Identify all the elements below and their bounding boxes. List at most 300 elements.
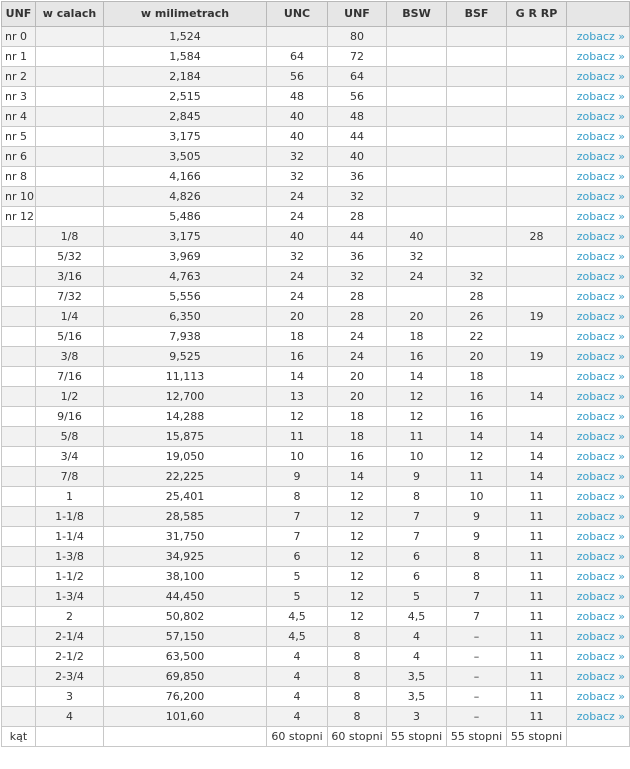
cell-unc: 64 <box>267 47 328 67</box>
view-details-link[interactable]: zobacz » <box>576 350 625 363</box>
cell-unc: 24 <box>267 287 328 307</box>
table-row <box>2 647 630 667</box>
view-details-link[interactable]: zobacz » <box>576 290 625 303</box>
cell-millimeters: 3,175 <box>104 227 267 247</box>
details-link-cell <box>567 587 630 607</box>
cell-millimeters: 1,524 <box>104 27 267 47</box>
cell-inches: 2 <box>36 607 104 627</box>
cell-unf-number <box>2 367 36 387</box>
cell-millimeters: 1,584 <box>104 47 267 67</box>
details-link-cell <box>567 147 630 167</box>
cell-bsw: 6 <box>387 567 447 587</box>
cell-unf-number <box>2 547 36 567</box>
cell-unf-number <box>2 227 36 247</box>
cell-unf-number <box>2 447 36 467</box>
cell-unf: 12 <box>328 607 387 627</box>
cell-millimeters: 63,500 <box>104 647 267 667</box>
table-row <box>2 387 630 407</box>
view-details-link[interactable]: zobacz » <box>576 530 625 543</box>
cell-unc: 5 <box>267 587 328 607</box>
cell-inches: 1-1/8 <box>36 507 104 527</box>
details-link-cell <box>567 527 630 547</box>
cell-unf: 18 <box>328 427 387 447</box>
cell-unf-number: nr 10 <box>2 187 36 207</box>
table-body <box>2 27 630 727</box>
view-details-link[interactable]: zobacz » <box>576 150 625 163</box>
cell-bsf: 7 <box>447 587 507 607</box>
cell-g-r-rp: 11 <box>507 647 567 667</box>
cell-bsf: – <box>447 627 507 647</box>
cell-g-r-rp <box>507 367 567 387</box>
cell-bsw: 18 <box>387 327 447 347</box>
cell-unf: 44 <box>328 127 387 147</box>
cell-bsf: 8 <box>447 567 507 587</box>
cell-unc: 4,5 <box>267 607 328 627</box>
cell-millimeters: 19,050 <box>104 447 267 467</box>
table-row <box>2 207 630 227</box>
cell-unf: 20 <box>328 387 387 407</box>
view-details-link[interactable]: zobacz » <box>576 50 625 63</box>
details-link-cell <box>567 307 630 327</box>
cell-unf: 28 <box>328 307 387 327</box>
cell-unf: 36 <box>328 247 387 267</box>
footer-angle-g-r-rp: 55 stopni <box>507 727 567 747</box>
cell-bsw <box>387 67 447 87</box>
cell-inches: 2-3/4 <box>36 667 104 687</box>
cell-g-r-rp <box>507 67 567 87</box>
cell-bsw <box>387 187 447 207</box>
view-details-link[interactable]: zobacz » <box>576 510 625 523</box>
cell-unf-number: nr 3 <box>2 87 36 107</box>
cell-bsw <box>387 27 447 47</box>
cell-bsf: 12 <box>447 447 507 467</box>
cell-bsw: 5 <box>387 587 447 607</box>
cell-bsf <box>447 27 507 47</box>
cell-unf: 8 <box>328 667 387 687</box>
cell-inches: 3 <box>36 687 104 707</box>
header-bsw: BSW <box>387 2 447 27</box>
cell-bsw: 20 <box>387 307 447 327</box>
cell-unf-number <box>2 647 36 667</box>
thread-size-table <box>1 1 630 747</box>
cell-g-r-rp: 11 <box>507 667 567 687</box>
view-details-link[interactable]: zobacz » <box>576 230 625 243</box>
table-row <box>2 27 630 47</box>
cell-unf-number <box>2 467 36 487</box>
cell-inches <box>36 27 104 47</box>
cell-unc: 11 <box>267 427 328 447</box>
details-link-cell <box>567 467 630 487</box>
cell-inches: 1-1/4 <box>36 527 104 547</box>
cell-bsf: 18 <box>447 367 507 387</box>
cell-millimeters: 50,802 <box>104 607 267 627</box>
cell-unf-number <box>2 567 36 587</box>
footer-angle-unf: 60 stopni <box>328 727 387 747</box>
cell-bsw <box>387 147 447 167</box>
footer-cell <box>104 727 267 747</box>
cell-unc: 24 <box>267 187 328 207</box>
cell-g-r-rp: 14 <box>507 447 567 467</box>
view-details-link[interactable]: zobacz » <box>576 370 625 383</box>
details-link-cell <box>567 27 630 47</box>
cell-g-r-rp: 11 <box>507 627 567 647</box>
cell-millimeters: 25,401 <box>104 487 267 507</box>
cell-inches <box>36 207 104 227</box>
view-details-link[interactable]: zobacz » <box>576 490 625 503</box>
cell-unf-number: nr 12 <box>2 207 36 227</box>
cell-unf-number <box>2 607 36 627</box>
cell-millimeters: 44,450 <box>104 587 267 607</box>
cell-inches: 1/4 <box>36 307 104 327</box>
cell-unc: 9 <box>267 467 328 487</box>
cell-millimeters: 4,826 <box>104 187 267 207</box>
table-row <box>2 367 630 387</box>
cell-millimeters: 69,850 <box>104 667 267 687</box>
cell-millimeters: 57,150 <box>104 627 267 647</box>
details-link-cell <box>567 367 630 387</box>
view-details-link[interactable]: zobacz » <box>576 170 625 183</box>
table-row <box>2 447 630 467</box>
cell-bsf: 8 <box>447 547 507 567</box>
details-link-cell <box>567 87 630 107</box>
cell-unf: 12 <box>328 487 387 507</box>
footer-angle-bsw: 55 stopni <box>387 727 447 747</box>
cell-millimeters: 2,515 <box>104 87 267 107</box>
cell-bsw <box>387 167 447 187</box>
cell-g-r-rp <box>507 267 567 287</box>
footer-label: kąt <box>2 727 36 747</box>
table-row <box>2 667 630 687</box>
header-link <box>567 2 630 27</box>
cell-g-r-rp: 11 <box>507 707 567 727</box>
cell-unf: 32 <box>328 267 387 287</box>
cell-g-r-rp <box>507 167 567 187</box>
cell-millimeters: 11,113 <box>104 367 267 387</box>
footer-cell <box>567 727 630 747</box>
cell-g-r-rp <box>507 287 567 307</box>
cell-unc: 10 <box>267 447 328 467</box>
view-details-link[interactable]: zobacz » <box>576 630 625 643</box>
view-details-link[interactable]: zobacz » <box>576 650 625 663</box>
table-row <box>2 467 630 487</box>
table-row <box>2 627 630 647</box>
cell-inches <box>36 47 104 67</box>
cell-unf: 20 <box>328 367 387 387</box>
view-details-link[interactable]: zobacz » <box>576 210 625 223</box>
cell-inches: 3/8 <box>36 347 104 367</box>
cell-bsw: 4 <box>387 627 447 647</box>
cell-unc: 32 <box>267 167 328 187</box>
cell-millimeters: 101,60 <box>104 707 267 727</box>
cell-millimeters: 12,700 <box>104 387 267 407</box>
cell-millimeters: 2,184 <box>104 67 267 87</box>
cell-g-r-rp: 11 <box>507 567 567 587</box>
cell-bsf: 11 <box>447 467 507 487</box>
cell-g-r-rp <box>507 407 567 427</box>
table-footer-row <box>2 727 630 747</box>
cell-bsw: 16 <box>387 347 447 367</box>
cell-g-r-rp: 14 <box>507 387 567 407</box>
cell-unf: 72 <box>328 47 387 67</box>
cell-bsw: 4,5 <box>387 607 447 627</box>
cell-inches <box>36 127 104 147</box>
view-details-link[interactable]: zobacz » <box>576 570 625 583</box>
details-link-cell <box>567 227 630 247</box>
cell-bsf <box>447 87 507 107</box>
table-row <box>2 227 630 247</box>
cell-inches: 9/16 <box>36 407 104 427</box>
cell-bsw <box>387 107 447 127</box>
cell-bsw: 6 <box>387 547 447 567</box>
cell-g-r-rp: 11 <box>507 587 567 607</box>
cell-bsw <box>387 127 447 147</box>
cell-unf: 64 <box>328 67 387 87</box>
cell-inches <box>36 107 104 127</box>
cell-millimeters: 2,845 <box>104 107 267 127</box>
cell-g-r-rp <box>507 27 567 47</box>
view-details-link[interactable]: zobacz » <box>576 550 625 563</box>
cell-unf: 18 <box>328 407 387 427</box>
cell-inches: 3/16 <box>36 267 104 287</box>
cell-bsf: – <box>447 647 507 667</box>
cell-millimeters: 22,225 <box>104 467 267 487</box>
cell-bsw: 3 <box>387 707 447 727</box>
cell-unc: 24 <box>267 267 328 287</box>
table-row <box>2 527 630 547</box>
cell-inches: 2-1/4 <box>36 627 104 647</box>
cell-bsf <box>447 47 507 67</box>
cell-g-r-rp: 11 <box>507 547 567 567</box>
details-link-cell <box>567 127 630 147</box>
cell-g-r-rp <box>507 147 567 167</box>
cell-unf: 12 <box>328 527 387 547</box>
cell-unf: 56 <box>328 87 387 107</box>
table-row <box>2 487 630 507</box>
cell-millimeters: 5,556 <box>104 287 267 307</box>
cell-bsf: 7 <box>447 607 507 627</box>
cell-bsf: 14 <box>447 427 507 447</box>
cell-unf-number <box>2 267 36 287</box>
cell-inches <box>36 167 104 187</box>
cell-g-r-rp <box>507 207 567 227</box>
view-details-link[interactable]: zobacz » <box>576 590 625 603</box>
cell-millimeters: 3,969 <box>104 247 267 267</box>
cell-g-r-rp <box>507 247 567 267</box>
cell-millimeters: 76,200 <box>104 687 267 707</box>
cell-unf-number <box>2 587 36 607</box>
cell-inches: 5/16 <box>36 327 104 347</box>
view-details-link[interactable]: zobacz » <box>576 110 625 123</box>
cell-g-r-rp <box>507 187 567 207</box>
cell-bsf <box>447 227 507 247</box>
details-link-cell <box>567 167 630 187</box>
table-row <box>2 347 630 367</box>
details-link-cell <box>567 347 630 367</box>
footer-angle-bsf: 55 stopni <box>447 727 507 747</box>
cell-unc: 14 <box>267 367 328 387</box>
cell-millimeters: 7,938 <box>104 327 267 347</box>
details-link-cell <box>567 267 630 287</box>
cell-inches: 3/4 <box>36 447 104 467</box>
cell-millimeters: 5,486 <box>104 207 267 227</box>
cell-bsf: 20 <box>447 347 507 367</box>
cell-bsw: 9 <box>387 467 447 487</box>
cell-unc: 5 <box>267 567 328 587</box>
view-details-link[interactable]: zobacz » <box>576 670 625 683</box>
cell-unf: 48 <box>328 107 387 127</box>
view-details-link[interactable]: zobacz » <box>576 470 625 483</box>
cell-bsw <box>387 87 447 107</box>
cell-unc: 40 <box>267 107 328 127</box>
cell-millimeters: 4,763 <box>104 267 267 287</box>
table-row <box>2 507 630 527</box>
details-link-cell <box>567 707 630 727</box>
cell-millimeters: 4,166 <box>104 167 267 187</box>
cell-unf-number <box>2 287 36 307</box>
cell-unf-number: nr 5 <box>2 127 36 147</box>
cell-unf-number: nr 8 <box>2 167 36 187</box>
cell-bsf: 26 <box>447 307 507 327</box>
view-details-link[interactable]: zobacz » <box>576 450 625 463</box>
view-details-link[interactable]: zobacz » <box>576 30 625 43</box>
cell-unf-number <box>2 527 36 547</box>
table-row <box>2 167 630 187</box>
footer-cell <box>36 727 104 747</box>
cell-bsw: 40 <box>387 227 447 247</box>
cell-millimeters: 15,875 <box>104 427 267 447</box>
cell-unc: 48 <box>267 87 328 107</box>
cell-unf: 12 <box>328 507 387 527</box>
view-details-link[interactable]: zobacz » <box>576 270 625 283</box>
details-link-cell <box>567 107 630 127</box>
cell-g-r-rp: 11 <box>507 527 567 547</box>
header-g-r-rp: G R RP <box>507 2 567 27</box>
cell-unc: 24 <box>267 207 328 227</box>
cell-g-r-rp: 28 <box>507 227 567 247</box>
cell-bsw: 14 <box>387 367 447 387</box>
cell-unf-number <box>2 707 36 727</box>
cell-millimeters: 9,525 <box>104 347 267 367</box>
table-row <box>2 607 630 627</box>
cell-inches <box>36 67 104 87</box>
cell-unc: 4,5 <box>267 627 328 647</box>
cell-bsw <box>387 207 447 227</box>
cell-bsf <box>447 127 507 147</box>
cell-bsf: 9 <box>447 527 507 547</box>
cell-inches: 5/32 <box>36 247 104 267</box>
cell-millimeters: 28,585 <box>104 507 267 527</box>
cell-bsf <box>447 187 507 207</box>
cell-bsf: 16 <box>447 387 507 407</box>
view-details-link[interactable]: zobacz » <box>576 190 625 203</box>
view-details-link[interactable]: zobacz » <box>576 310 625 323</box>
cell-unf: 12 <box>328 587 387 607</box>
cell-millimeters: 38,100 <box>104 567 267 587</box>
cell-bsw <box>387 47 447 67</box>
cell-unf-number: nr 6 <box>2 147 36 167</box>
view-details-link[interactable]: zobacz » <box>576 130 625 143</box>
cell-g-r-rp: 11 <box>507 507 567 527</box>
cell-unf: 36 <box>328 167 387 187</box>
cell-unc: 20 <box>267 307 328 327</box>
view-details-link[interactable]: zobacz » <box>576 690 625 703</box>
cell-unc: 32 <box>267 247 328 267</box>
details-link-cell <box>567 407 630 427</box>
footer-angle-unc: 60 stopni <box>267 727 328 747</box>
cell-unc: 40 <box>267 227 328 247</box>
cell-unc: 7 <box>267 507 328 527</box>
table-row <box>2 127 630 147</box>
cell-unf-number <box>2 427 36 447</box>
view-details-link[interactable]: zobacz » <box>576 610 625 623</box>
cell-unf-number: nr 4 <box>2 107 36 127</box>
details-link-cell <box>567 387 630 407</box>
table-row <box>2 267 630 287</box>
details-link-cell <box>567 607 630 627</box>
view-details-link[interactable]: zobacz » <box>576 430 625 443</box>
view-details-link[interactable]: zobacz » <box>576 70 625 83</box>
cell-unf-number <box>2 327 36 347</box>
cell-unf-number: nr 0 <box>2 27 36 47</box>
cell-inches: 2-1/2 <box>36 647 104 667</box>
cell-bsf <box>447 207 507 227</box>
cell-unf-number: nr 1 <box>2 47 36 67</box>
cell-millimeters: 3,505 <box>104 147 267 167</box>
cell-unc: 40 <box>267 127 328 147</box>
cell-unc: 6 <box>267 547 328 567</box>
cell-unf-number <box>2 247 36 267</box>
view-details-link[interactable]: zobacz » <box>576 90 625 103</box>
cell-unf: 28 <box>328 287 387 307</box>
details-link-cell <box>567 507 630 527</box>
view-details-link[interactable]: zobacz » <box>576 250 625 263</box>
details-link-cell <box>567 447 630 467</box>
cell-millimeters: 31,750 <box>104 527 267 547</box>
details-link-cell <box>567 627 630 647</box>
cell-unf-number <box>2 507 36 527</box>
cell-bsw: 7 <box>387 527 447 547</box>
details-link-cell <box>567 247 630 267</box>
cell-bsf: – <box>447 667 507 687</box>
header-unf: UNF <box>328 2 387 27</box>
details-link-cell <box>567 647 630 667</box>
cell-inches: 1/8 <box>36 227 104 247</box>
cell-unc: 12 <box>267 407 328 427</box>
cell-bsf: 28 <box>447 287 507 307</box>
cell-bsw: 4 <box>387 647 447 667</box>
view-details-link[interactable]: zobacz » <box>576 390 625 403</box>
cell-unf-number <box>2 347 36 367</box>
cell-bsf: – <box>447 707 507 727</box>
cell-unc: 7 <box>267 527 328 547</box>
cell-unc: 56 <box>267 67 328 87</box>
table-row <box>2 567 630 587</box>
cell-inches: 4 <box>36 707 104 727</box>
details-link-cell <box>567 67 630 87</box>
view-details-link[interactable]: zobacz » <box>576 410 625 423</box>
cell-g-r-rp: 11 <box>507 607 567 627</box>
cell-inches: 7/16 <box>36 367 104 387</box>
cell-unf: 40 <box>328 147 387 167</box>
view-details-link[interactable]: zobacz » <box>576 330 625 343</box>
cell-bsw: 12 <box>387 387 447 407</box>
header-unc: UNC <box>267 2 328 27</box>
table-row <box>2 327 630 347</box>
table-row <box>2 587 630 607</box>
cell-unc: 18 <box>267 327 328 347</box>
cell-unf-number <box>2 627 36 647</box>
view-details-link[interactable]: zobacz » <box>576 710 625 723</box>
